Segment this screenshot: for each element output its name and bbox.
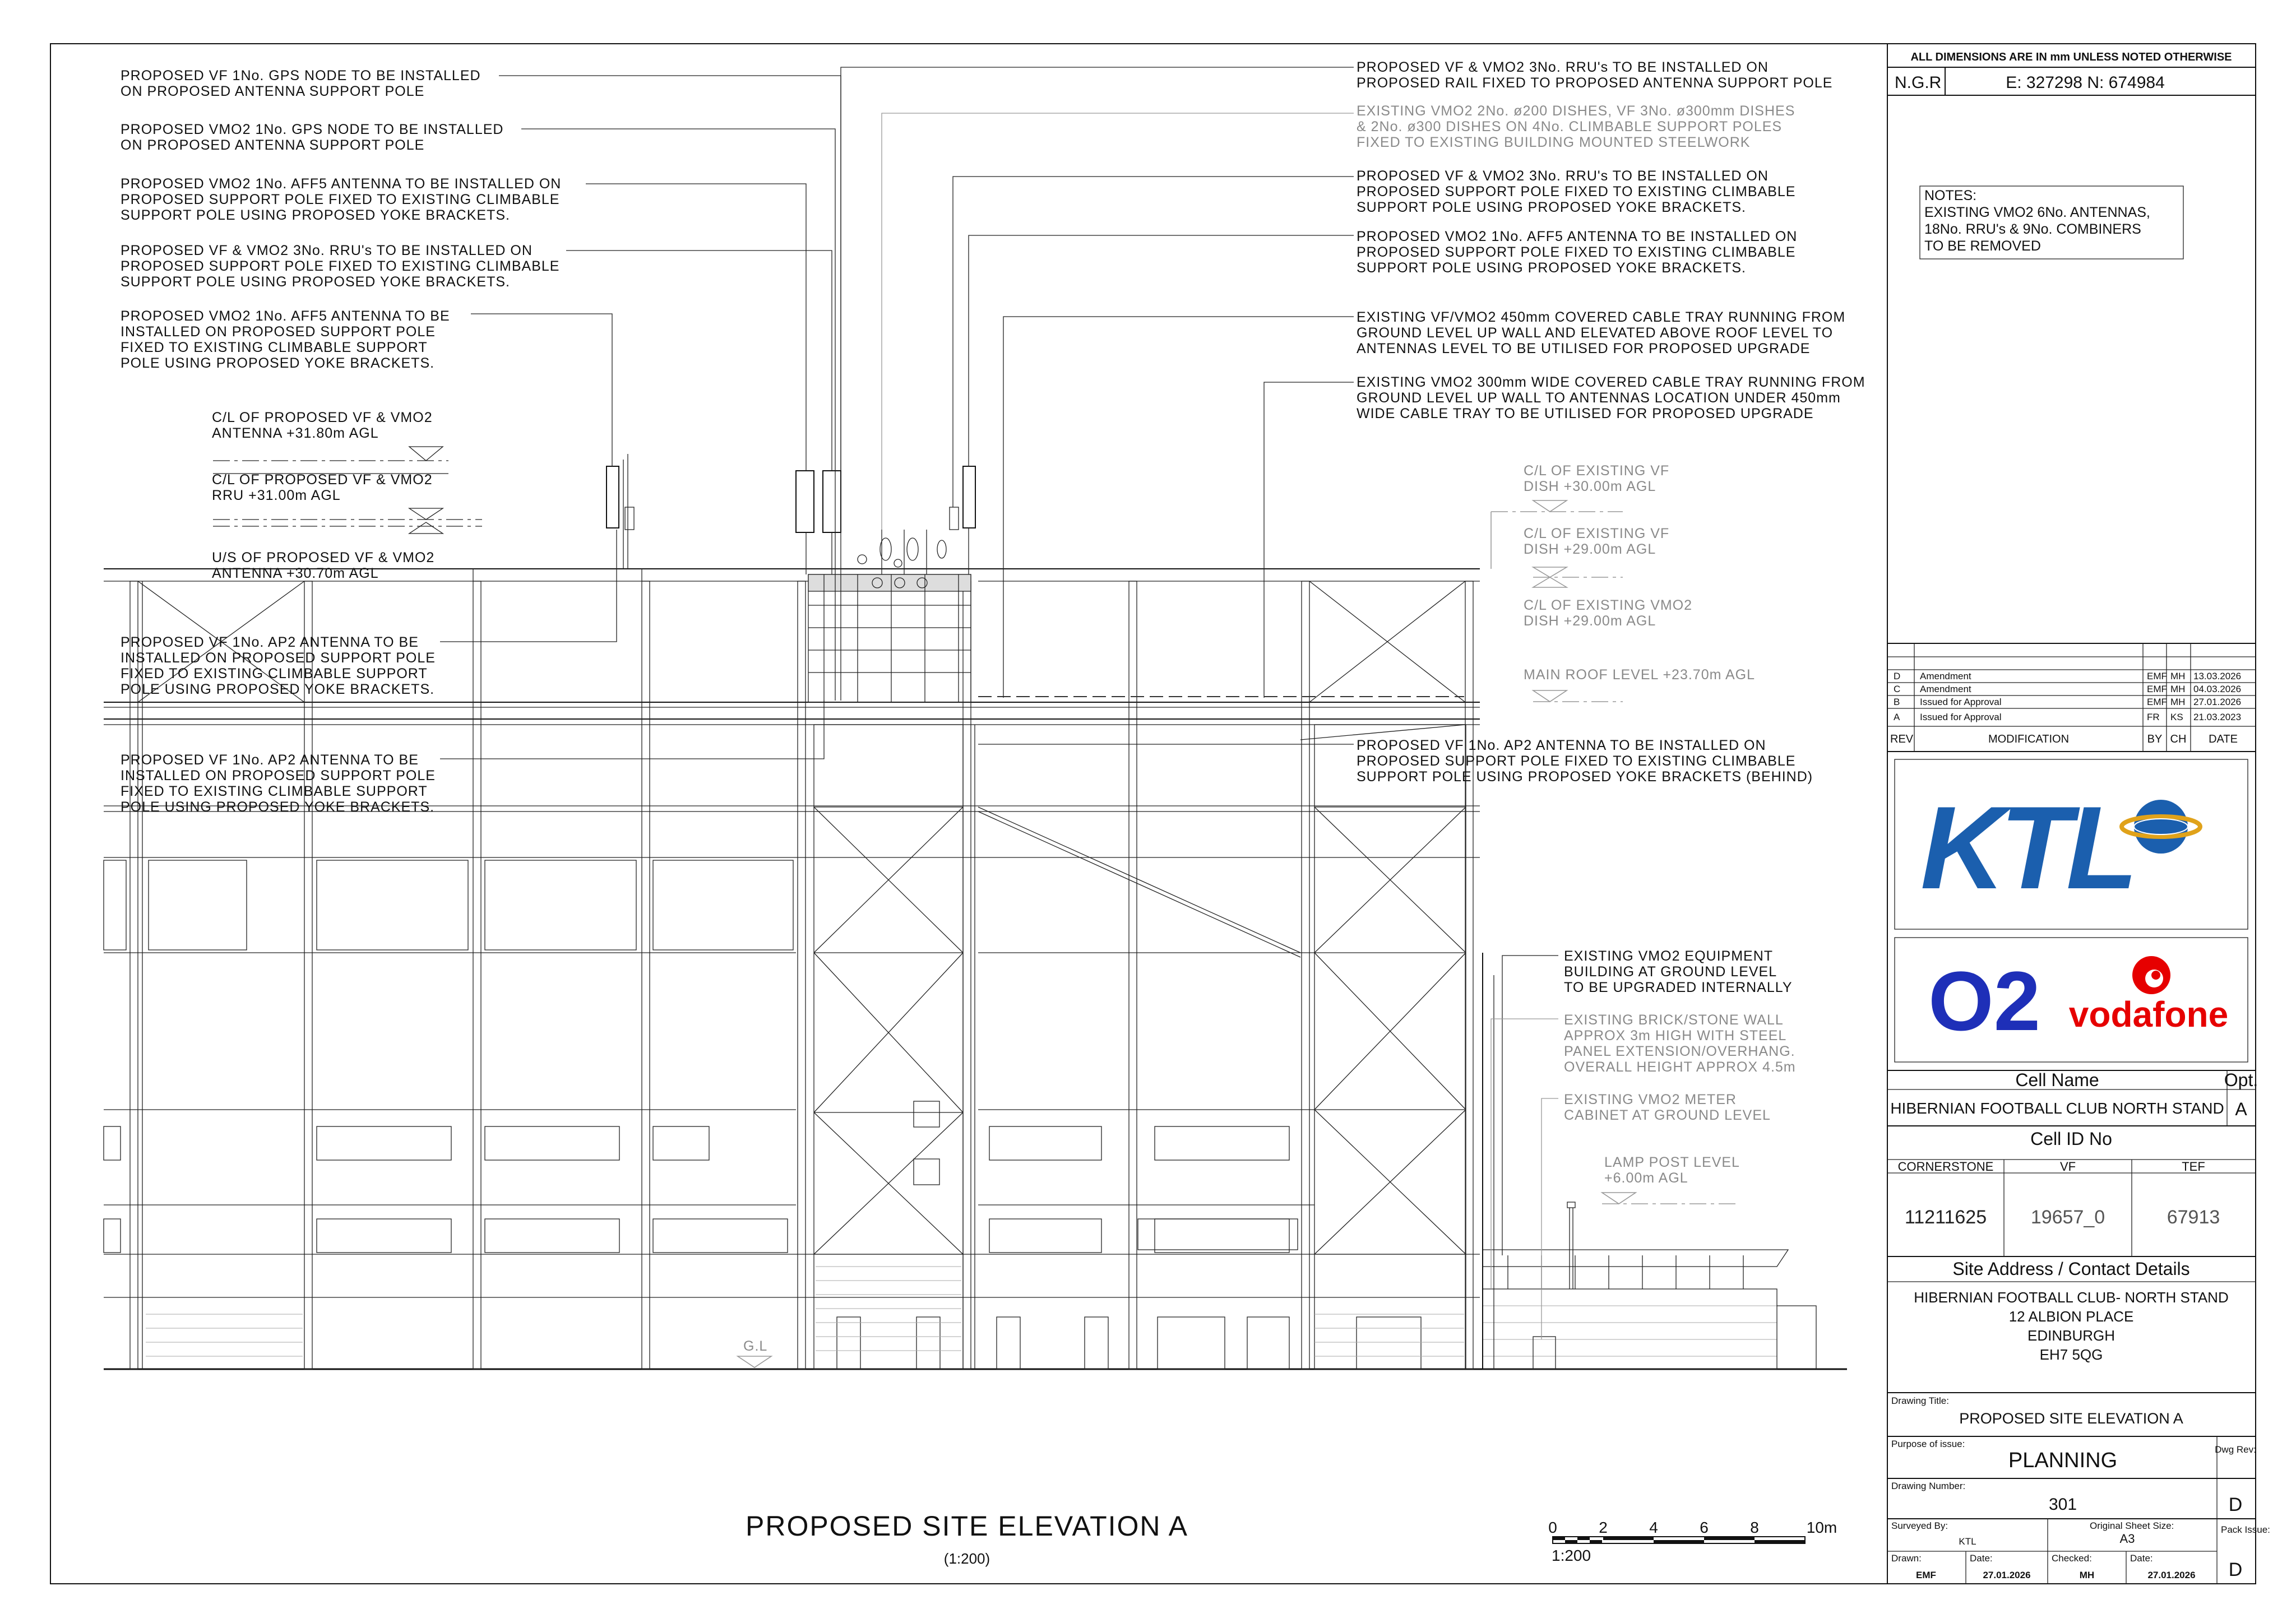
checked-label: Checked: bbox=[2052, 1553, 2092, 1564]
level-vmo2-dish-29-l1: C/L OF EXISTING VMO2 bbox=[1524, 597, 1693, 613]
rev-a-ch: KS bbox=[2170, 712, 2183, 722]
scale-tick-0: 0 bbox=[1548, 1519, 1557, 1536]
rev-a-by: FR bbox=[2147, 712, 2160, 722]
note-aff5-right-l1: PROPOSED VMO2 1No. AFF5 ANTENNA TO BE INSTALLED ON bbox=[1357, 229, 1798, 244]
drawing-number: 301 bbox=[2048, 1495, 2077, 1514]
cell-name: HIBERNIAN FOOTBALL CLUB NORTH STAND bbox=[1890, 1100, 2224, 1117]
rev-header-ch: CH bbox=[2170, 733, 2187, 745]
level-markers-right bbox=[738, 500, 1738, 1367]
brick-base bbox=[146, 1267, 1777, 1356]
note-vf-ap2-b-l2: INSTALLED ON PROPOSED SUPPORT POLE bbox=[121, 768, 436, 783]
note-vf-ap2-b-l3: FIXED TO EXISTING CLIMBABLE SUPPORT bbox=[121, 783, 428, 799]
rev-header-modification: MODIFICATION bbox=[1988, 733, 2070, 745]
vodafone-logo: vodafone bbox=[2068, 994, 2229, 1035]
rev-b-ch: MH bbox=[2170, 697, 2186, 707]
scale-tick-10: 10m bbox=[1806, 1519, 1837, 1536]
antenna-poles bbox=[607, 454, 975, 574]
ngr-label: N.G.R bbox=[1895, 73, 1942, 92]
note-vmo2-aff5-b-l1: PROPOSED VMO2 1No. AFF5 ANTENNA TO BE bbox=[121, 308, 450, 324]
ngr-value: E: 327298 N: 674984 bbox=[2006, 73, 2165, 92]
note-aff5-right-l3: SUPPORT POLE USING PROPOSED YOKE BRACKETS. bbox=[1357, 260, 1746, 276]
rev-d: D bbox=[1894, 671, 1901, 681]
notes-line-1: EXISTING VMO2 6No. ANTENNAS, bbox=[1924, 205, 2150, 220]
note-meter-cabinet-l2: CABINET AT GROUND LEVEL bbox=[1564, 1107, 1771, 1123]
level-lamp-post-l2: +6.00m AGL bbox=[1604, 1170, 1688, 1186]
note-cable-tray-450-l2: GROUND LEVEL UP WALL AND ELEVATED ABOVE ROOF LEVEL TO bbox=[1357, 325, 1834, 341]
cell-id-label: Cell ID No bbox=[2030, 1129, 2112, 1149]
note-vf-ap2-a-l4: POLE USING PROPOSED YOKE BRACKETS. bbox=[121, 681, 435, 697]
level-antenna-us-l2: ANTENNA +30.70m AGL bbox=[212, 565, 379, 581]
rev-c-ch: MH bbox=[2170, 684, 2186, 694]
note-brick-wall-l2: APPROX 3m HIGH WITH STEEL bbox=[1564, 1028, 1787, 1044]
level-vf-dish-30-l2: DISH +30.00m AGL bbox=[1524, 479, 1656, 494]
note-vmo2-gps-node-l1: PROPOSED VMO2 1No. GPS NODE TO BE INSTALLED bbox=[121, 122, 504, 137]
rev-header-by: BY bbox=[2147, 733, 2163, 745]
drawn-by: EMF bbox=[1916, 1570, 1936, 1580]
note-rru-l1: PROPOSED VF & VMO2 3No. RRU's TO BE INSTALLED ON bbox=[121, 243, 533, 258]
note-equipment-building-l2: BUILDING AT GROUND LEVEL bbox=[1564, 964, 1777, 980]
rev-d-date: 13.03.2026 bbox=[2193, 671, 2242, 681]
note-cable-tray-300-l2: GROUND LEVEL UP WALL TO ANTENNAS LOCATION UNDER 450mm bbox=[1357, 390, 1841, 406]
drawing-caption-scale: (1:200) bbox=[943, 1550, 990, 1567]
note-vmo2-aff5-l2: PROPOSED SUPPORT POLE FIXED TO EXISTING CLIMBABLE bbox=[121, 192, 560, 207]
rev-b-modification: Issued for Approval bbox=[1920, 697, 2002, 707]
notes-line-2: 18No. RRU's & 9No. COMBINERS bbox=[1924, 221, 2141, 237]
note-vmo2-aff5-b-l4: POLE USING PROPOSED YOKE BRACKETS. bbox=[121, 355, 435, 371]
note-cable-tray-450-l1: EXISTING VF/VMO2 450mm COVERED CABLE TRAY RUNNING FROM bbox=[1357, 309, 1846, 325]
rev-header-date: DATE bbox=[2209, 733, 2238, 745]
level-rru-cl-l2: RRU +31.00m AGL bbox=[212, 488, 341, 503]
note-vf-ap2-b-l4: POLE USING PROPOSED YOKE BRACKETS. bbox=[121, 799, 435, 815]
aff5-antenna-left bbox=[607, 466, 619, 528]
level-antenna-cl-l1: C/L OF PROPOSED VF & VMO2 bbox=[212, 410, 433, 425]
scale-bar-label: 1:200 bbox=[1552, 1547, 1591, 1564]
cell-id-cornerstone: 11211625 bbox=[1904, 1207, 1987, 1228]
note-existing-dishes-l1: EXISTING VMO2 2No. ø200 DISHES, VF 3No. ø300mm DISHES bbox=[1357, 103, 1795, 119]
note-vf-ap2-right-l3: SUPPORT POLE USING PROPOSED YOKE BRACKETS (BEHIND) bbox=[1357, 769, 1813, 785]
rev-a: A bbox=[1894, 712, 1900, 722]
dwg-rev-value: D bbox=[2228, 1494, 2243, 1515]
pack-issue-label: Pack Issue: bbox=[2221, 1524, 2270, 1535]
address-line-3: EDINBURGH bbox=[2027, 1327, 2116, 1344]
rev-a-date: 21.03.2023 bbox=[2193, 712, 2242, 722]
level-vf-dish-29-l2: DISH +29.00m AGL bbox=[1524, 541, 1656, 557]
scale-tick-4: 4 bbox=[1649, 1519, 1658, 1536]
pack-issue-value: D bbox=[2228, 1559, 2243, 1580]
rev-d-by: EMF bbox=[2147, 671, 2167, 681]
note-rru-pole-l3: SUPPORT POLE USING PROPOSED YOKE BRACKETS. bbox=[1357, 200, 1746, 215]
level-vmo2-dish-29-l2: DISH +29.00m AGL bbox=[1524, 613, 1656, 629]
address-line-4: EH7 5QG bbox=[2039, 1346, 2103, 1363]
drawn-label: Drawn: bbox=[1891, 1553, 1922, 1564]
aff5-antenna-right bbox=[963, 466, 975, 528]
purpose-label: Purpose of issue: bbox=[1891, 1439, 1965, 1449]
rev-d-ch: MH bbox=[2170, 671, 2186, 681]
note-vf-ap2-b-l1: PROPOSED VF 1No. AP2 ANTENNA TO BE bbox=[121, 752, 419, 768]
note-vmo2-aff5-l3: SUPPORT POLE USING PROPOSED YOKE BRACKETS. bbox=[121, 207, 510, 223]
cell-id-header-vf: VF bbox=[2059, 1160, 2076, 1174]
rev-b-by: EMF bbox=[2147, 697, 2167, 707]
rooftop-steel-frame bbox=[808, 574, 971, 702]
rev-a-modification: Issued for Approval bbox=[1920, 712, 2002, 722]
note-vf-ap2-a-l3: FIXED TO EXISTING CLIMBABLE SUPPORT bbox=[121, 666, 428, 681]
sheet-size: A3 bbox=[2119, 1532, 2135, 1546]
rev-b-date: 27.01.2026 bbox=[2193, 697, 2242, 707]
level-main-roof: MAIN ROOF LEVEL +23.70m AGL bbox=[1524, 667, 1756, 683]
note-cable-tray-300-l1: EXISTING VMO2 300mm WIDE COVERED CABLE TRAY RUNNING FROM bbox=[1357, 374, 1866, 390]
note-equipment-building-l3: TO BE UPGRADED INTERNALLY bbox=[1564, 980, 1793, 995]
ground-level-label: G.L bbox=[743, 1338, 768, 1354]
note-rru-pole-l2: PROPOSED SUPPORT POLE FIXED TO EXISTING CLIMBABLE bbox=[1357, 184, 1796, 200]
scale-tick-2: 2 bbox=[1599, 1519, 1608, 1536]
checked-by: MH bbox=[2079, 1570, 2095, 1580]
rev-c-date: 04.03.2026 bbox=[2193, 684, 2242, 694]
surveyed-by-label: Surveyed By: bbox=[1891, 1520, 1948, 1531]
note-rru-pole-l1: PROPOSED VF & VMO2 3No. RRU's TO BE INSTALLED ON bbox=[1357, 168, 1769, 184]
note-vmo2-aff5-b-l2: INSTALLED ON PROPOSED SUPPORT POLE bbox=[121, 324, 436, 340]
opt-value: A bbox=[2235, 1099, 2247, 1119]
address-line-1: HIBERNIAN FOOTBALL CLUB- NORTH STAND bbox=[1914, 1289, 2229, 1306]
ktl-logo: KTL bbox=[1920, 782, 2133, 913]
rev-c-modification: Amendment bbox=[1920, 684, 1971, 694]
rev-c: C bbox=[1894, 684, 1901, 694]
note-vf-ap2-a-l2: INSTALLED ON PROPOSED SUPPORT POLE bbox=[121, 650, 436, 666]
note-equipment-building-l1: EXISTING VMO2 EQUIPMENT bbox=[1564, 948, 1774, 964]
cell-id-header-cornerstone: CORNERSTONE bbox=[1897, 1160, 1994, 1174]
dimensions-note: ALL DIMENSIONS ARE IN mm UNLESS NOTED OTHERWISE bbox=[1910, 51, 2232, 63]
note-vmo2-aff5-l1: PROPOSED VMO2 1No. AFF5 ANTENNA TO BE INSTALLED ON bbox=[121, 176, 562, 192]
note-rru-rail-l1: PROPOSED VF & VMO2 3No. RRU's TO BE INSTALLED ON bbox=[1357, 59, 1769, 75]
cell-id-vf: 19657_0 bbox=[2030, 1207, 2105, 1228]
note-cable-tray-450-l3: ANTENNAS LEVEL TO BE UTILISED FOR PROPOSED UPGRADE bbox=[1357, 341, 1811, 356]
elevation-drawing bbox=[104, 59, 1866, 1369]
vodafone-speechmark-icon bbox=[2132, 956, 2170, 994]
ktl-globe-icon bbox=[2122, 800, 2200, 854]
o2-logo: O2 bbox=[1928, 954, 2041, 1048]
date-drawn: 27.01.2026 bbox=[1983, 1570, 2031, 1580]
note-brick-wall-l4: OVERALL HEIGHT APPROX 4.5m bbox=[1564, 1059, 1796, 1075]
notes-left bbox=[121, 68, 561, 815]
note-vf-gps-node-l2: ON PROPOSED ANTENNA SUPPORT POLE bbox=[121, 84, 425, 99]
date-checked: 27.01.2026 bbox=[2147, 1570, 2196, 1580]
rev-d-modification: Amendment bbox=[1920, 671, 1971, 681]
dwg-rev-label: Dwg Rev: bbox=[2215, 1444, 2256, 1455]
note-rru-l3: SUPPORT POLE USING PROPOSED YOKE BRACKETS. bbox=[121, 274, 510, 290]
structural-columns bbox=[130, 581, 1473, 1369]
surveyed-by: KTL bbox=[1959, 1536, 1976, 1547]
note-brick-wall-l3: PANEL EXTENSION/OVERHANG. bbox=[1564, 1044, 1795, 1059]
note-aff5-right-l2: PROPOSED SUPPORT POLE FIXED TO EXISTING CLIMBABLE bbox=[1357, 244, 1796, 260]
note-cable-tray-300-l3: WIDE CABLE TRAY TO BE UTILISED FOR PROPOSED UPGRADE bbox=[1357, 406, 1814, 421]
note-existing-dishes-l3: FIXED TO EXISTING BUILDING MOUNTED STEELWORK bbox=[1357, 135, 1751, 150]
cell-id-header-tef: TEF bbox=[2182, 1160, 2205, 1174]
level-antenna-us-l1: U/S OF PROPOSED VF & VMO2 bbox=[212, 550, 435, 565]
note-existing-dishes-l2: & 2No. ø300 DISHES ON 4No. CLIMBABLE SUPPORT POLES bbox=[1357, 119, 1783, 135]
address-label: Site Address / Contact Details bbox=[1952, 1259, 2190, 1279]
opt-label: Opt. bbox=[2224, 1070, 2258, 1090]
drawing-caption: PROPOSED SITE ELEVATION A bbox=[745, 1510, 1189, 1542]
level-vf-dish-29-l1: C/L OF EXISTING VF bbox=[1524, 526, 1670, 541]
drawing-title-label: Drawing Title: bbox=[1891, 1395, 1949, 1406]
title-block bbox=[1887, 44, 2270, 1584]
rru-antenna-1 bbox=[796, 471, 814, 532]
notes-right bbox=[743, 59, 1866, 1354]
note-vf-ap2-a-l1: PROPOSED VF 1No. AP2 ANTENNA TO BE bbox=[121, 634, 419, 650]
date-checked-label: Date: bbox=[2130, 1553, 2153, 1564]
note-vf-ap2-right-l2: PROPOSED SUPPORT POLE FIXED TO EXISTING CLIMBABLE bbox=[1357, 753, 1796, 769]
revision-table bbox=[1887, 643, 2256, 752]
scale-tick-6: 6 bbox=[1700, 1519, 1709, 1536]
sheet-size-label: Original Sheet Size: bbox=[2090, 1520, 2174, 1531]
window-rows bbox=[104, 1101, 1289, 1253]
note-vmo2-aff5-b-l3: FIXED TO EXISTING CLIMBABLE SUPPORT bbox=[121, 340, 428, 355]
lattice-tower-1 bbox=[814, 725, 963, 1369]
scale-tick-8: 8 bbox=[1750, 1519, 1759, 1536]
drawing-title: PROPOSED SITE ELEVATION A bbox=[1959, 1410, 2183, 1427]
notes-heading: NOTES: bbox=[1924, 188, 1977, 203]
rev-b: B bbox=[1894, 697, 1900, 707]
purpose-value: PLANNING bbox=[2008, 1449, 2118, 1472]
rru-antenna-2 bbox=[823, 471, 841, 532]
louvre-panels bbox=[104, 860, 1298, 1250]
level-vf-dish-30-l1: C/L OF EXISTING VF bbox=[1524, 463, 1670, 479]
note-vf-gps-node-l1: PROPOSED VF 1No. GPS NODE TO BE INSTALLED bbox=[121, 68, 481, 84]
lattice-tower-2 bbox=[1314, 725, 1466, 1369]
note-rru-rail-l2: PROPOSED RAIL FIXED TO PROPOSED ANTENNA SUPPORT POLE bbox=[1357, 75, 1833, 91]
level-lamp-post-l1: LAMP POST LEVEL bbox=[1604, 1154, 1740, 1170]
note-rru-l2: PROPOSED SUPPORT POLE FIXED TO EXISTING CLIMBABLE bbox=[121, 258, 560, 274]
scale-bar bbox=[1548, 1519, 1837, 1564]
cell-name-label: Cell Name bbox=[2015, 1070, 2099, 1090]
note-meter-cabinet-l1: EXISTING VMO2 METER bbox=[1564, 1092, 1737, 1107]
rev-header-rev: REV bbox=[1890, 733, 1914, 745]
rev-c-by: EMF bbox=[2147, 684, 2167, 694]
notes-line-3: TO BE REMOVED bbox=[1924, 238, 2041, 254]
address-line-2: 12 ALBION PLACE bbox=[2008, 1308, 2134, 1325]
level-rru-cl-l1: C/L OF PROPOSED VF & VMO2 bbox=[212, 472, 433, 488]
note-vf-ap2-right-l1: PROPOSED VF 1No. AP2 ANTENNA TO BE INSTALLED ON bbox=[1357, 738, 1766, 753]
level-antenna-cl-l2: ANTENNA +31.80m AGL bbox=[212, 425, 379, 441]
date-drawn-label: Date: bbox=[1970, 1553, 1993, 1564]
drawing-number-label: Drawing Number: bbox=[1891, 1481, 1966, 1491]
cell-id-tef: 67913 bbox=[2167, 1207, 2220, 1228]
note-vmo2-gps-node-l2: ON PROPOSED ANTENNA SUPPORT POLE bbox=[121, 137, 425, 153]
note-brick-wall-l1: EXISTING BRICK/STONE WALL bbox=[1564, 1012, 1784, 1028]
